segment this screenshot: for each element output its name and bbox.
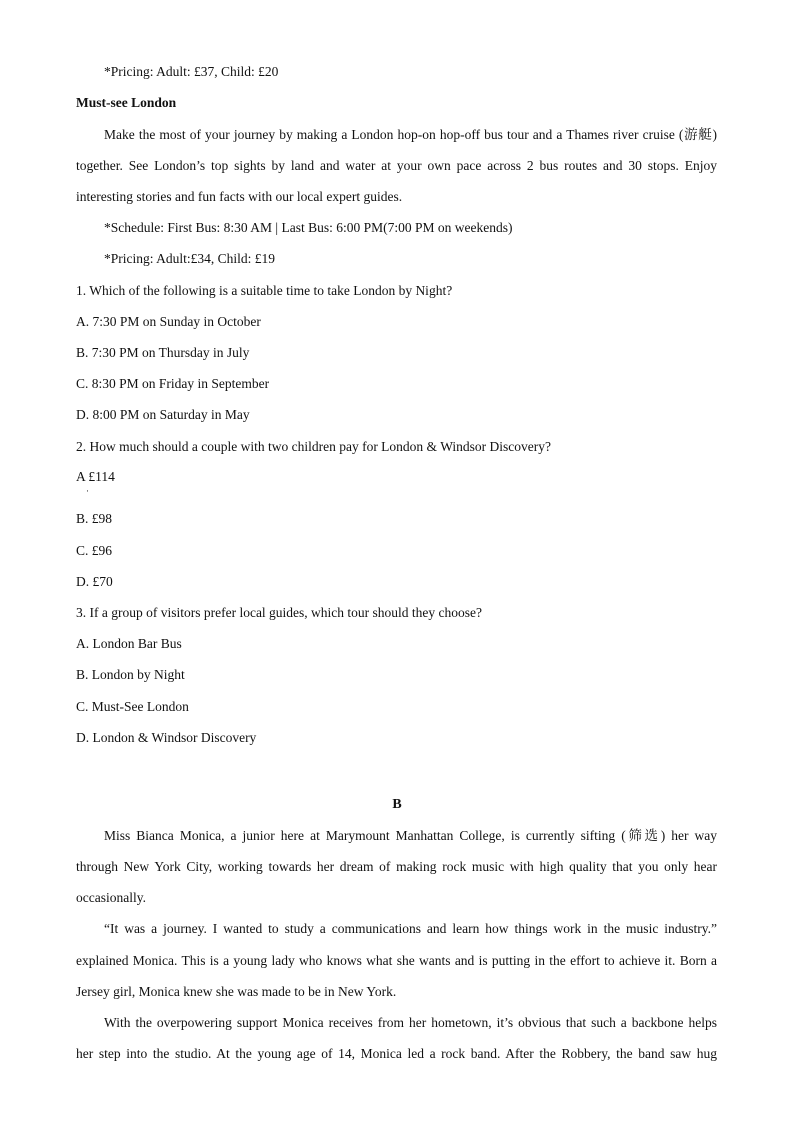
must-see-paragraph-line-2: together. See London’s top sights by land and water at your own pace across 2 bus routes and 30 stops. Enjoy <box>76 158 717 173</box>
night-tour-pricing: *Pricing: Adult: £37, Child: £20 <box>104 64 279 79</box>
question-2-option-b: B. £98 <box>76 511 113 526</box>
passage-b-p1-line-2: through New York City, working towards her dream of making rock music with high quality that you only hear <box>76 859 717 874</box>
passage-b-p1-line-1: Miss Bianca Monica, a junior here at Marymount Manhattan College, is currently sifting (筛选) her way <box>104 828 717 843</box>
question-3-option-b: B. London by Night <box>76 667 185 682</box>
question-2-option-d: D. £70 <box>76 574 113 589</box>
passage-b-heading: B <box>392 797 402 812</box>
question-3-option-a: A. London Bar Bus <box>76 636 182 651</box>
question-1-option-b: B. 7:30 PM on Thursday in July <box>76 345 250 360</box>
passage-b-p3-line-1: With the overpowering support Monica receives from her hometown, it’s obvious that such a backbone helps <box>104 1015 717 1030</box>
question-3-option-c: C. Must-See London <box>76 699 189 714</box>
must-see-paragraph-line-1: Make the most of your journey by making a London hop-on hop-off bus tour and a Thames river cruise (游艇) <box>104 127 717 142</box>
must-see-pricing: *Pricing: Adult:£34, Child: £19 <box>104 251 276 266</box>
question-3-option-d: D. London & Windsor Discovery <box>76 730 257 745</box>
question-1-option-a: A. 7:30 PM on Sunday in October <box>76 314 261 329</box>
question-2-option-a: A £114 <box>76 469 115 484</box>
must-see-paragraph-line-3: interesting stories and fun facts with our local expert guides. <box>76 189 403 204</box>
question-2-stem: 2. How much should a couple with two children pay for London & Windsor Discovery? <box>76 439 551 454</box>
passage-b-p2-line-3: Jersey girl, Monica knew she was made to be in New York. <box>76 984 397 999</box>
passage-b-p2-line-2: explained Monica. This is a young lady who knows what she wants and is putting in the effort to achieve it. Born a <box>76 953 717 968</box>
question-1-option-c: C. 8:30 PM on Friday in September <box>76 376 270 391</box>
stray-dot-mark: · <box>86 486 89 496</box>
question-2-option-c: C. £96 <box>76 543 113 558</box>
question-1-stem: 1. Which of the following is a suitable time to take London by Night? <box>76 283 453 298</box>
must-see-schedule: *Schedule: First Bus: 8:30 AM | Last Bus: 6:00 PM(7:00 PM on weekends) <box>104 220 513 235</box>
passage-b-p3-line-2: her step into the studio. At the young age of 14, Monica led a rock band. After the Robbery, the band saw hug <box>76 1046 717 1061</box>
question-1-option-d: D. 8:00 PM on Saturday in May <box>76 407 250 422</box>
passage-b-p1-line-3: occasionally. <box>76 890 146 905</box>
passage-b-p2-line-1: “It was a journey. I wanted to study a communications and learn how things work in the music industry.” <box>104 921 717 936</box>
question-3-stem: 3. If a group of visitors prefer local guides, which tour should they choose? <box>76 605 483 620</box>
must-see-heading: Must-see London <box>76 95 177 110</box>
